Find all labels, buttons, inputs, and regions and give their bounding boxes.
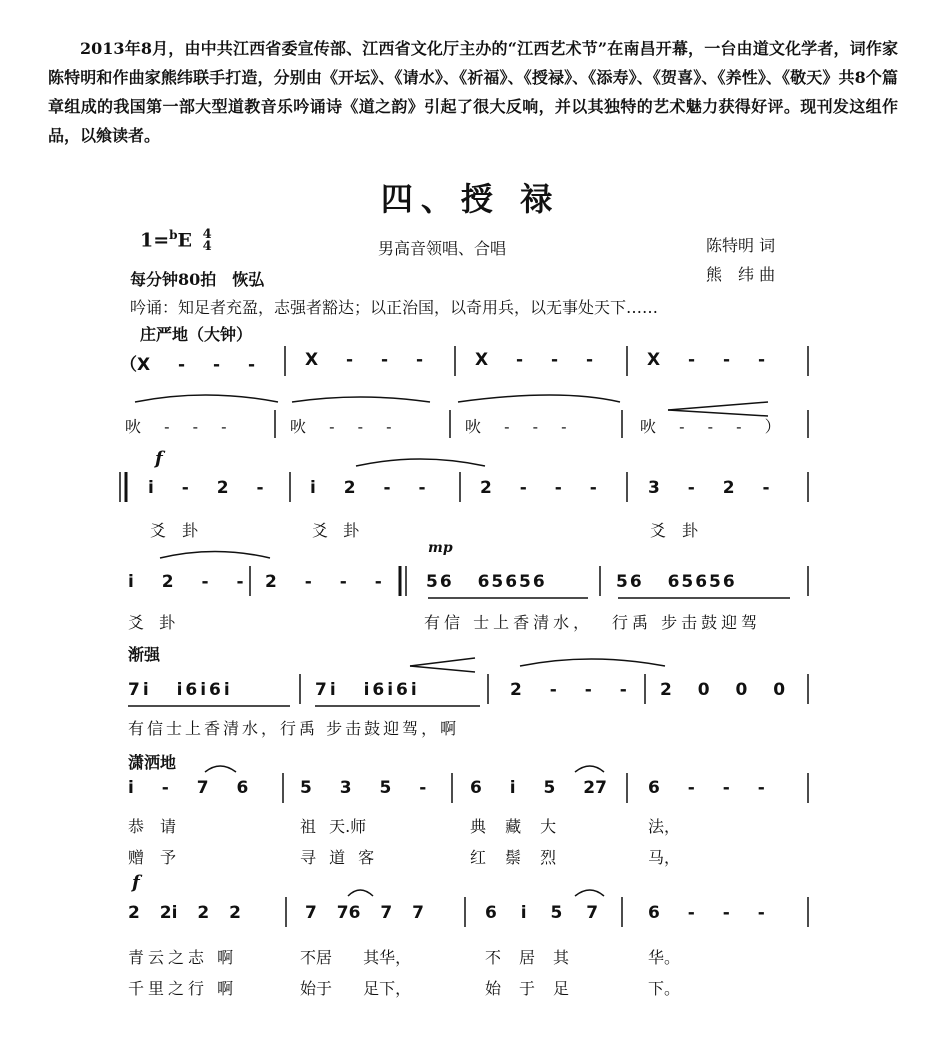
lyric-bar-9: 爻 卦 [128, 613, 176, 632]
time-top: 4 [202, 227, 212, 243]
lyric-bar-20a: 法， [648, 817, 681, 836]
lyric-row-5: 有信士上香清水，行禹 步击鼓迎驾，啊 [128, 719, 460, 738]
lyric-bar-19a: 典 藏 大 [470, 817, 557, 836]
notes-bar-17: i - 7 6 [128, 778, 249, 798]
key-flat: b [169, 228, 178, 242]
voice-parts: 男高音领唱、合唱 [378, 239, 507, 258]
lyric-bar-21a: 青云之志 啊 [128, 948, 238, 967]
notes-bar-2: X - - - [305, 350, 424, 370]
section-marking-free: 潇洒地 [128, 753, 177, 772]
lyric-bar-18b: 寻 道 客 [300, 848, 375, 867]
lyric-bar-8: 爻 卦 [650, 521, 699, 540]
piece-title: 四、授 禄 [380, 180, 561, 218]
lyric-bar-3: 吙 - - - [465, 417, 567, 436]
notes-bar-18: 5 3 5 - [300, 778, 427, 798]
lyric-bar-23b: 始于足 [485, 979, 588, 998]
lyric-bar-11: 有信 士上香清水， [424, 613, 594, 632]
tempo-marking: 每分钟80拍 恢弘 [130, 270, 265, 289]
lyricist: 陈特明 词 [706, 236, 776, 255]
lyric-bar-1: 吙 - - - [125, 417, 227, 436]
section-marking-solemn: 庄严地（大钟） [140, 325, 253, 344]
lyric-bar-5: 爻 卦 [150, 521, 199, 540]
notes-bar-19: 6 i 5 27 [470, 778, 607, 798]
notes-bar-8: 3 - 2 - [648, 478, 770, 498]
composer: 熊 纬 曲 [706, 265, 776, 284]
notes-bar-3: X - - - [475, 350, 594, 370]
lyric-bar-17a: 恭 请 [128, 817, 177, 836]
dynamic-f-1: f [155, 448, 163, 469]
notes-bar-4: X - - - [647, 350, 766, 370]
notes-bar-9: i 2 - - [128, 572, 244, 592]
notes-bar-14: 7i i6i6i [315, 680, 420, 700]
key-note: E [177, 229, 193, 252]
lyric-bar-19b: 红 鬃 烈 [470, 848, 557, 867]
notes-bar-13: 7i i6i6i [128, 680, 233, 700]
key-label: 1= [140, 229, 170, 252]
lyric-bar-18a: 祖 天.师 [300, 817, 367, 836]
notes-bar-10: 2 - - - [265, 572, 382, 592]
notes-bar-22: 7 76 7 7 [305, 903, 424, 923]
notes-bar-1: （X - - - [120, 355, 256, 375]
notes-bar-16: 2 0 0 0 [660, 680, 786, 700]
notes-bar-15: 2 - - - [510, 680, 627, 700]
crescendo-marking: 渐强 [128, 645, 161, 664]
lyric-bar-23a: 不居其 [485, 948, 588, 967]
lyric-bar-12: 行禹 步击鼓迎驾 [612, 613, 762, 632]
lyric-bar-20b: 马， [648, 848, 681, 867]
lyric-bar-6: 爻 卦 [312, 521, 360, 540]
notes-bar-5: i - 2 - [148, 478, 264, 498]
notes-bar-21: 2 2i 2 2 [128, 903, 241, 923]
lyric-bar-21b: 千里之行 啊 [128, 979, 238, 998]
notes-bar-7: 2 - - - [480, 478, 597, 498]
lyric-bar-2: 吙 - - - [290, 417, 392, 436]
recitation-text: 吟诵：知足者充盈，志强者豁达；以正治国，以奇用兵，以无事处天下…… [130, 298, 659, 317]
notes-bar-12: 56 65656 [616, 572, 737, 592]
dynamic-f-2: f [132, 872, 140, 893]
dynamic-mp: mp [428, 540, 453, 556]
lyric-bar-17b: 赠 予 [128, 848, 177, 867]
lyric-bar-4: 吙 - - - ） [640, 417, 781, 436]
notes-bar-11: 56 65656 [426, 572, 547, 592]
time-bottom: 4 [202, 239, 212, 255]
intro-paragraph: 2013年8月，由中共江西省委宣传部、江西省文化厅主办的“江西艺术节”在南昌开幕，一台由道文化学者，词作家陈特明和作曲家熊纬联手打造，分别由《开坛》、《请水》、《祈福》、《授禄》、《添寿》、《贺喜》、《养性》、《敬天》共8个篇章组成的我国第一部大型道教音乐吟诵诗《道之韵》引起了很大反响，并以其独特的艺术魅力获得好评。现刊发这组作品，以飨读者。 [48, 39, 898, 145]
lyric-bar-24b: 下。 [648, 979, 681, 998]
lyric-bar-22a: 不居 其华， [300, 948, 412, 967]
notes-bar-23: 6 i 5 7 [485, 903, 599, 923]
notes-bar-6: i 2 - - [310, 478, 426, 498]
notes-bar-24: 6 - - - [648, 903, 765, 923]
lyric-bar-24a: 华。 [648, 948, 681, 967]
notes-bar-20: 6 - - - [648, 778, 765, 798]
lyric-bar-22b: 始于 足下， [300, 979, 412, 998]
